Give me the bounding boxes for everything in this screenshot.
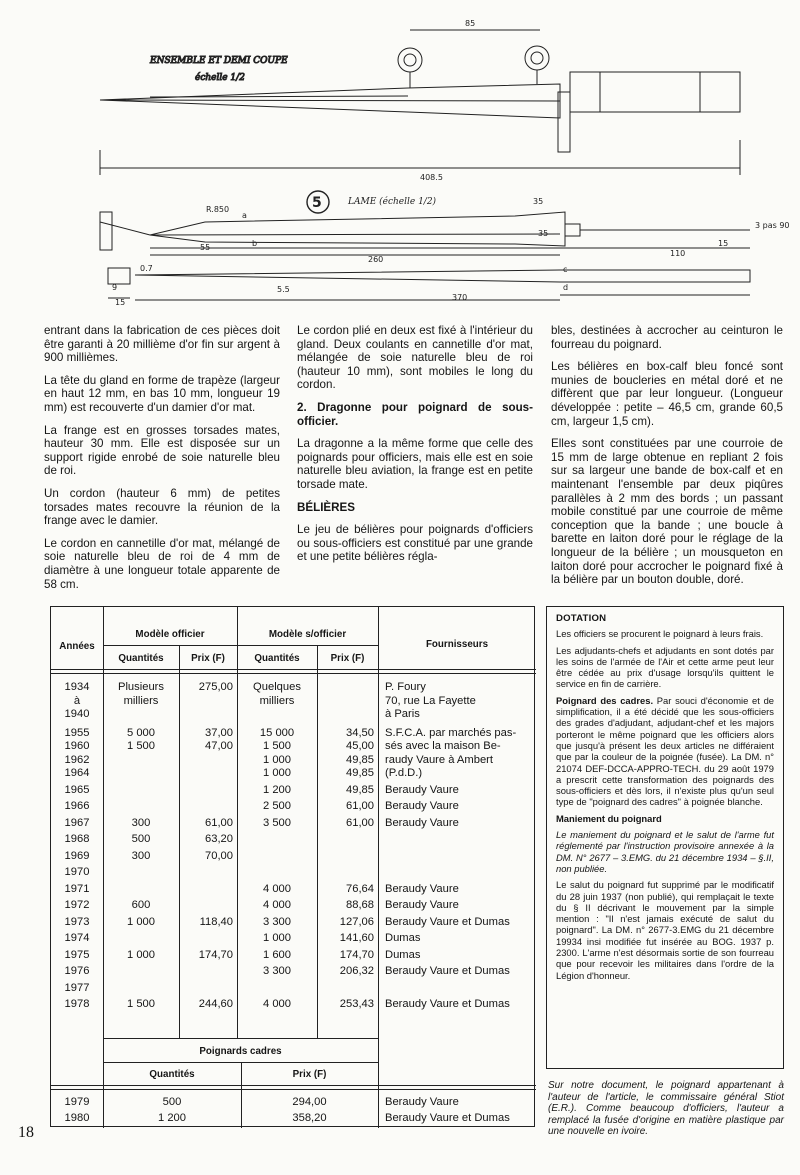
table-cell: 63,20 — [205, 833, 233, 845]
col1-paragraph: La tête du gland en forme de trapèze (largeur en haut 12 mm, en bas 10 mm, longueur 19 mm) est recouverte d'un damier d'or mat. — [44, 373, 280, 414]
sidebar-paragraph: Les adjudants-chefs et adjudants en sont dotés par les soins de l'armée de l'Air et cette arme peut leur être cédée au prix d'usage lorsqu'ils quittent le service en fin de carrière. — [556, 644, 774, 690]
sidebar-bold-lead: Poignard des cadres. — [556, 694, 654, 706]
col3-paragraph: bles, destinées à accrocher au ceinturon le fourreau du poignard. — [551, 324, 783, 351]
table-cell: 1979 — [64, 1096, 90, 1108]
table-cell: 300 — [131, 849, 151, 862]
table-cell: 4 000 — [263, 882, 291, 895]
table-cell: 1965 — [64, 783, 90, 796]
table-cell: Beraudy Vaure — [385, 882, 459, 895]
table-cell: 4 000 — [263, 899, 291, 911]
heading-belieres: BÉLIÈRES — [297, 500, 355, 514]
svg-text:0.7: 0.7 — [140, 264, 153, 273]
table-cell: 3 300 — [263, 965, 291, 977]
table-cell: 127,06 — [339, 915, 374, 928]
svg-text:260: 260 — [368, 255, 384, 264]
table-cell: 1974 — [64, 932, 90, 944]
table-cell: 3 300 — [263, 915, 291, 928]
table-cell: Beraudy Vaure et Dumas — [385, 998, 510, 1010]
sidebar-paragraph — [556, 695, 774, 808]
table-cell: 118,40 — [199, 915, 233, 928]
table-cell: Plusieurs milliers — [117, 681, 164, 707]
header-prix: Prix (F) — [292, 1069, 327, 1080]
text-column-2 — [297, 324, 533, 573]
sidebar-title: DOTATION — [556, 613, 607, 624]
svg-text:15: 15 — [115, 298, 126, 307]
dim-total: 408.5 — [420, 173, 443, 182]
table-cell: 15 000 1 500 1 000 1 000 — [259, 726, 295, 779]
table-cell: 174,70 — [198, 948, 233, 961]
header-prix: Prix (F) — [330, 653, 365, 664]
header-quantites: Quantités — [254, 653, 300, 664]
header-poignards-cadres: Poignards cadres — [199, 1046, 282, 1057]
sidebar-subheading: Maniement du poignard — [556, 812, 662, 824]
table-cell: 1 200 — [158, 1112, 186, 1124]
table-cell: 1971 — [64, 882, 90, 895]
svg-text:R.850: R.850 — [206, 205, 230, 214]
table-cell: 1972 — [64, 899, 90, 911]
table-cell: Beraudy Vaure — [385, 899, 459, 911]
table-cell: 294,00 — [292, 1096, 327, 1108]
sidebar-paragraph: Les officiers se procurent le poignard à leurs frais. — [556, 628, 764, 640]
svg-text:15: 15 — [718, 239, 729, 248]
technical-drawing — [0, 0, 800, 318]
table-cell: 1970 — [64, 866, 90, 878]
table-cell: 1980 — [64, 1112, 90, 1124]
svg-text:c: c — [563, 265, 568, 274]
table-cell: 1 600 — [263, 948, 291, 961]
table-cell: Dumas — [385, 948, 421, 961]
heading-dragonne: 2. Dragonne pour poignard de sous-officier. — [297, 400, 533, 428]
col3-paragraph: Elles sont constituées par une courroie de 15 mm de large obtenue en repliant 2 fois sur sa largeur une bande de box-calf et en maintenant l'ensemble par deux piqûres parallèles à 2 mm des bords ; un passant mobile constitué par une courroie de même conception que la bande ; une boucle à barette en laiton doré pour le réglage de la longueur de la bélière ; un mousqueton en laiton doré pour accrocher le poignard fixé à la bélière par un bouton double, doré. — [551, 437, 783, 587]
svg-text:a: a — [242, 211, 247, 220]
table-cell: 37,00 47,00 — [205, 726, 233, 752]
svg-text:5.5: 5.5 — [277, 285, 290, 294]
svg-text:110: 110 — [670, 249, 686, 258]
table-cell: 1976 — [64, 965, 90, 977]
table-cell: 1967 — [64, 816, 90, 829]
header-modele-officier: Modèle officier — [135, 629, 205, 640]
table-cell: 61,00 — [346, 816, 374, 829]
table-cell: Beraudy Vaure — [385, 816, 459, 829]
table-cell: 1968 — [64, 833, 90, 845]
svg-text:9: 9 — [112, 283, 118, 292]
table-cell: 1966 — [64, 800, 90, 812]
table-cell: 1973 — [64, 915, 90, 928]
dotation-sidebar — [546, 606, 784, 1069]
table-cell: P. Foury 70, rue La Fayette à Paris — [385, 681, 476, 720]
table-cell: 1977 — [64, 981, 90, 994]
table-cell: Beraudy Vaure — [385, 1096, 459, 1108]
col2-paragraph: Le cordon plié en deux est fixé à l'intérieur du gland. Deux coulants en cannetille d'or mat, mélangée de soie naturelle bleu de roi (hauteur 10 mm), sont mobiles le long du cordon. — [297, 324, 533, 392]
table-cell: 61,00 — [205, 816, 233, 829]
sidebar-paragraph: Le maniement du poignard et le salut de l'arme fut réglementé par l'instruction provisoire annexée à la DM. N° 2677 – 3.EMG. du 21 décembre 1934 – §.II, non publiée. — [556, 829, 774, 874]
table-cell: 1955 1960 1962 1964 — [64, 726, 90, 779]
col3-paragraph: Les bélières en box-calf bleu foncé sont munies de boucleries en métal doré et ne diffèrent que par leur longueur. (Longueur développée : petite – 46,5 cm, grande 60,5 cm, largeur 1,5 cm). — [551, 360, 783, 428]
header-modele-sofficier: Modèle s/officier — [268, 629, 347, 640]
col1-paragraph: Un cordon (hauteur 6 mm) de petites torsades mates recouvre la réunion de la frange avec le damier. — [44, 486, 280, 528]
col1-paragraph: entrant dans la fabrication de ces pièces doit être garanti à 20 millième d'or fin sur argent à 900 millièmes. — [44, 324, 280, 365]
table-cell: Beraudy Vaure et Dumas — [385, 915, 510, 928]
table-cell: 88,68 — [346, 899, 374, 911]
blade-view — [100, 212, 750, 300]
table-cell: 244,60 — [198, 998, 233, 1010]
text-column-1 — [44, 324, 280, 600]
sidebar-paragraph: Le salut du poignard fut supprimé par le modificatif du 28 juin 1937 (non publié), qui remplaçait le texte du § II décrivant le mouvement par la simple mention : "Il n'est jamais exécuté de salut du poignard". La DM. n° 2677-3.EMG du 21 décembre 19934 insi modifiée fut insérée au BOG. 1937 p. 2300. L'arme n'est désormais sortie de son fourreau que pour recevoir les militaires dans l'ordre de la Légion d'honneur. — [556, 879, 774, 981]
table-cell: 1 000 — [127, 915, 155, 928]
col1-paragraph: Le cordon en cannetille d'or mat, mélangé de soie naturelle bleu de roi de 4 mm de diamètre à une longueur totale apparente de 58 cm. — [44, 536, 280, 591]
page-number: 18 — [18, 1124, 34, 1141]
table-cell: 275,00 — [198, 681, 233, 693]
assembly-title: ENSEMBLE ET DEMI COUPE — [150, 56, 288, 66]
header-quantites: Quantités — [149, 1069, 195, 1080]
table-cell: 1969 — [64, 849, 90, 862]
svg-text:55: 55 — [200, 243, 211, 252]
table-cell: 1978 — [64, 998, 90, 1010]
figure-number: 5 — [312, 195, 322, 211]
table-cell: Beraudy Vaure et Dumas — [385, 965, 510, 977]
sidebar-text: Par souci d'économie et de simplification, il a été décidé que les sous-officiers des grades d'adjudant, adjudant-chef et les majors porteront le même poignard que les officiers alors que jusqu'à présent les deux articles ne différaient que par la couleur de la poignée (fusée). La DM. n° 21074 DEF-DCCA-APPRO-TECH. du 29 août 1979 a prescrit cette transformation des poignards des sous-officiers et dès lors, il n'existe plus qu'un seul type de "poignard des cadres" à poignée blanche. — [556, 694, 774, 808]
table-cell: 1934 à 1940 — [64, 681, 90, 720]
supply-table — [50, 606, 535, 1127]
table-cell: Dumas — [385, 932, 421, 944]
table-cell: 300 — [131, 816, 151, 829]
table-cell: 34,50 45,00 49,85 49,85 — [346, 726, 374, 779]
text-column-3 — [551, 324, 783, 596]
header-fournisseurs: Fournisseurs — [425, 639, 489, 650]
col2-paragraph: Le jeu de bélières pour poignards d'officiers ou sous-officiers est constitué par une grande et une petite bélières régla- — [297, 523, 533, 564]
table-cell: 49,85 — [346, 783, 374, 796]
table-cell: 1 200 — [263, 783, 291, 796]
dagger-drawing-svg — [0, 0, 800, 318]
table-cell: 2 500 — [263, 800, 291, 812]
col1-paragraph: La frange est en grosses torsades mates, hauteur 30 mm. Elle est disposée sur un support rigide enrobé de soie naturelle bleu de roi. — [44, 423, 280, 478]
table-cell: 5 000 1 500 — [127, 726, 155, 752]
svg-text:b: b — [252, 239, 258, 248]
header-quantites: Quantités — [118, 653, 164, 664]
svg-text:d: d — [563, 283, 569, 292]
table-cell: 70,00 — [205, 849, 233, 862]
table-cell: 3 500 — [263, 816, 291, 829]
table-cell: 174,70 — [339, 948, 374, 961]
photo-caption: Sur notre document, le poignard appartenant à l'auteur de l'article, le commissaire général Stiot (E.R.). Comme beaucoup d'officiers, l'auteur a remplacé la fusée d'origine en matière plastique par une nouvelle en ivoire. — [548, 1080, 784, 1138]
blade-dimensions — [112, 197, 790, 307]
table-cell: Quelques milliers — [253, 681, 301, 707]
figure-number-badge — [307, 191, 437, 213]
table-cell: 61,00 — [346, 800, 374, 812]
table-cell: 1 000 — [263, 932, 291, 944]
dim-85: 85 — [465, 19, 476, 28]
table-cell: Beraudy Vaure et Dumas — [385, 1112, 510, 1124]
table-cell: 500 — [131, 833, 151, 845]
svg-text:35: 35 — [538, 229, 549, 238]
assembly-scale: échelle 1/2 — [195, 73, 245, 83]
table-cell: 600 — [131, 899, 151, 911]
table-cell: 500 — [162, 1096, 182, 1108]
svg-text:3 pas 90: 3 pas 90 — [755, 221, 790, 230]
table-cell: 141,60 — [339, 932, 374, 944]
table-cell: 1 000 — [127, 948, 155, 961]
table-cell: Beraudy Vaure — [385, 800, 459, 812]
svg-text:35: 35 — [533, 197, 544, 206]
table-cell: 76,64 — [346, 882, 374, 895]
table-cell: 4 000 — [263, 998, 291, 1010]
table-cell: S.F.C.A. par marchés pas- sés avec la maison Be- raudy Vaure à Ambert (P.d.D.) — [385, 726, 517, 779]
col2-paragraph: La dragonne a la même forme que celle des poignards pour officiers, mais elle est en soie naturelle bleu aviation, la frange est en petite torsade mate. — [297, 437, 533, 491]
lame-title: LAME (échelle 1/2) — [348, 197, 437, 207]
assembly-view — [100, 19, 740, 182]
header-annees: Années — [59, 641, 95, 652]
table-cell: 358,20 — [292, 1112, 327, 1124]
table-cell: 253,43 — [339, 998, 374, 1010]
svg-text:370: 370 — [452, 293, 468, 302]
table-cell: 1 500 — [127, 998, 155, 1010]
table-cell: Beraudy Vaure — [385, 783, 459, 796]
table-cell: 206,32 — [339, 965, 374, 977]
table-cell: 1975 — [64, 948, 90, 961]
header-prix: Prix (F) — [191, 653, 225, 664]
